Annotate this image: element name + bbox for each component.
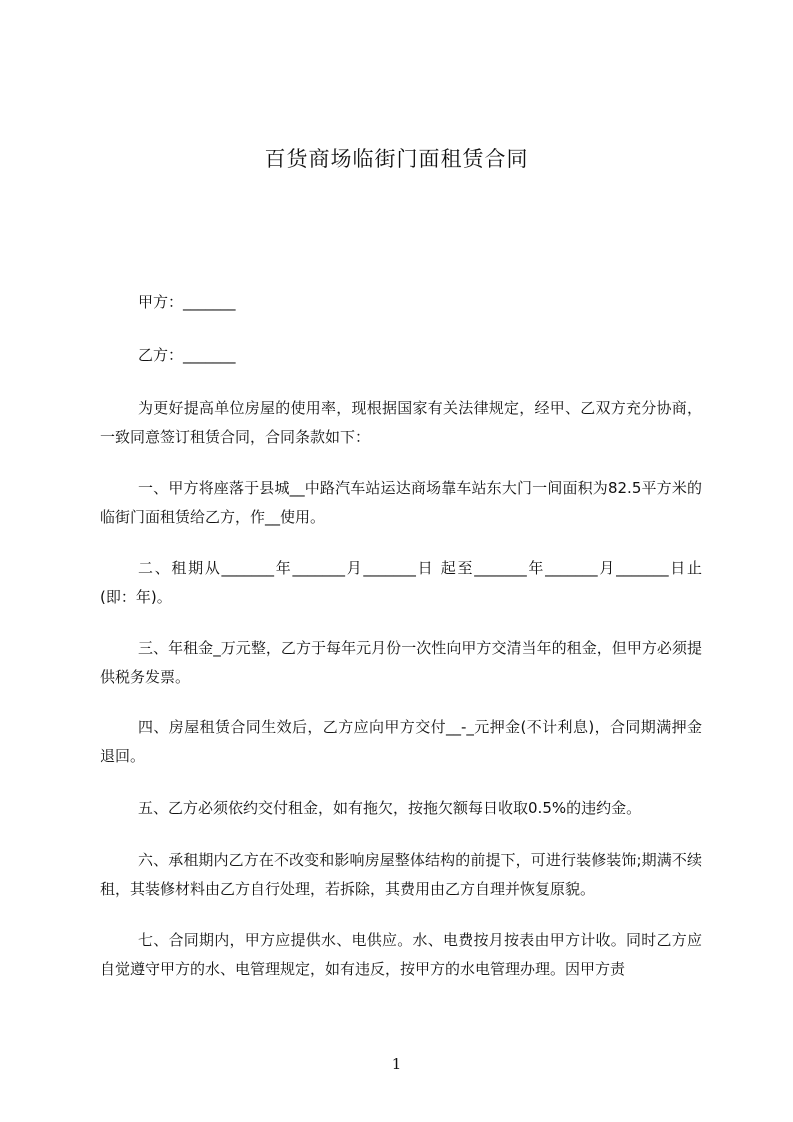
- clause-5-paragraph: 五、乙方必须依约交付租金，如有拖欠，按拖欠额每日收取0.5%的违约金。: [138, 799, 642, 817]
- preamble-paragraph: 为更好提高单位房屋的使用率，现根据国家有关法律规定，经甲、乙双方充分协商，一致同意签订租赁合同，合同条款如下：: [100, 399, 702, 446]
- party-a-line: 甲方：_______: [138, 293, 236, 311]
- clause-1-paragraph: 一、甲方将座落于县城__中路汽车站运达商场靠车站东大门一间面积为82.5平方米的临街门面租赁给乙方，作__使用。: [100, 479, 702, 526]
- page-title: 百货商场临街门面租赁合同: [264, 147, 529, 171]
- clause-6-paragraph: 六、承租期内乙方在不改变和影响房屋整体结构的前提下，可进行装修装饰;期满不续租，其装修材料由乙方自行处理，若拆除，其费用由乙方自理并恢复原貌。: [100, 851, 702, 898]
- clause-2-paragraph: 二、租期从_______年_______月_______日 起至_______年_______月_______日止(即：年)。: [100, 559, 702, 606]
- clause-3-paragraph: 三、年租金_万元整，乙方于每年元月份一次性向甲方交清当年的租金，但甲方必须提供税务发票。: [100, 639, 702, 686]
- page-number: 1: [391, 1055, 402, 1073]
- clause-4-paragraph: 四、房屋租赁合同生效后，乙方应向甲方交付__-_元押金(不计利息)，合同期满押金退回。: [100, 718, 702, 765]
- party-b-line: 乙方：_______: [138, 346, 236, 364]
- clause-7-paragraph: 七、合同期内，甲方应提供水、电供应。水、电费按月按表由甲方计收。同时乙方应自觉遵守甲方的水、电管理规定，如有违反，按甲方的水电管理办理。因甲方责: [100, 931, 702, 978]
